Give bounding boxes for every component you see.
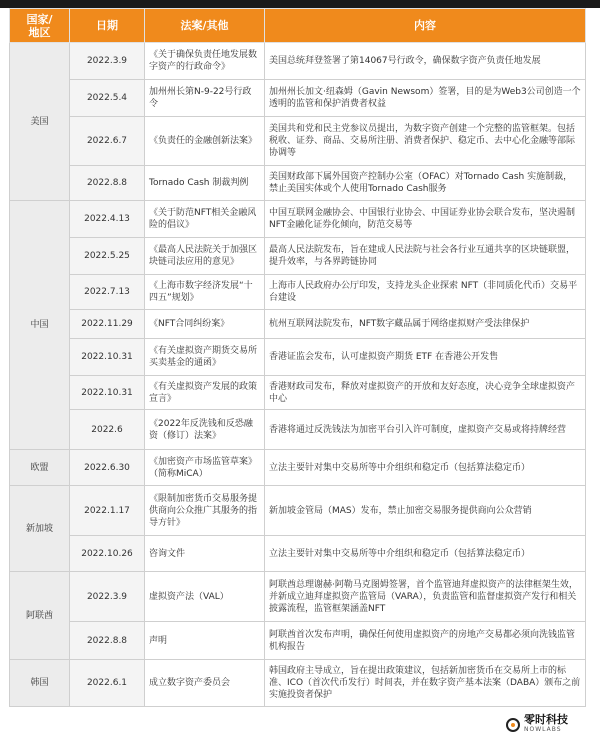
- table-row: [10, 660, 586, 707]
- table-row: [10, 275, 586, 310]
- law-cell: 声明: [145, 622, 265, 660]
- law-cell: 《加密资产市场监管草案》（简称MiCA）: [145, 450, 265, 486]
- table-row: [10, 339, 586, 376]
- content-cell: 中国互联网金融协会、中国银行业协会、中国证券业协会联合发布，坚决遏制NFT金融化证券化倾向，防范交易等: [265, 201, 586, 238]
- country-cell: 新加坡: [10, 486, 70, 572]
- law-cell: 《关于确保负责任地发展数字资产的行政命令》: [145, 43, 265, 80]
- header-date: 日期: [70, 9, 145, 43]
- date-cell: 2022.10.31: [70, 376, 145, 410]
- content-cell: 杭州互联网法院发布，NFT数字藏品属于网络虚拟财产受法律保护: [265, 310, 586, 339]
- country-cell: 美国: [10, 43, 70, 201]
- law-cell: 《有关虚拟资产期货交易所买卖基金的通函》: [145, 339, 265, 376]
- table-row: [10, 450, 586, 486]
- table-row: [10, 166, 586, 201]
- date-cell: 2022.6: [70, 410, 145, 450]
- table-row: [10, 201, 586, 238]
- content-cell: 新加坡金管局（MAS）发布，禁止加密交易服务提供商向公众营销: [265, 486, 586, 536]
- law-cell: 《NFT合同纠纷案》: [145, 310, 265, 339]
- table-row: [10, 410, 586, 450]
- country-cell: 欧盟: [10, 450, 70, 486]
- date-cell: 2022.6.1: [70, 660, 145, 707]
- date-cell: 2022.8.8: [70, 622, 145, 660]
- table-row: [10, 572, 586, 622]
- law-cell: 虚拟资产法（VAL）: [145, 572, 265, 622]
- table-row: [10, 238, 586, 275]
- table-row: [10, 80, 586, 117]
- content-cell: 最高人民法院发布，旨在建成人民法院与社会各行业互通共享的区块链联盟，提升效率，与各界跨链协同: [265, 238, 586, 275]
- regulation-table: [9, 8, 586, 707]
- law-cell: Tornado Cash 制裁判例: [145, 166, 265, 201]
- content-cell: 美国总统拜登签署了第14067号行政令，确保数字资产负责任地发展: [265, 43, 586, 80]
- law-cell: 《有关虚拟资产发展的政策宣言》: [145, 376, 265, 410]
- date-cell: 2022.5.25: [70, 238, 145, 275]
- content-cell: 香港将通过反洗钱法为加密平台引入许可制度，虚拟资产交易或将持牌经营: [265, 410, 586, 450]
- country-cell: 韩国: [10, 660, 70, 707]
- date-cell: 2022.10.26: [70, 536, 145, 572]
- date-cell: 2022.6.30: [70, 450, 145, 486]
- date-cell: 2022.6.7: [70, 117, 145, 166]
- law-cell: 《负责任的金融创新法案》: [145, 117, 265, 166]
- law-cell: 《最高人民法院关于加强区块链司法应用的意见》: [145, 238, 265, 275]
- content-cell: 香港财政司发布，释放对虚拟资产的开放和友好态度，决心竞争全球虚拟资产中心: [265, 376, 586, 410]
- content-cell: 美国财政部下属外国资产控制办公室（OFAC）对Tornado Cash 实施制裁，禁止美国实体或个人使用Tornado Cash服务: [265, 166, 586, 201]
- content-cell: 韩国政府主导成立，旨在提出政策建议，包括新加密货币在交易所上市的标准、ICO（首次代币发行）时间表，并在数字资产基本法案（DABA）颁布之前实施投资者保护: [265, 660, 586, 707]
- content-cell: 阿联酋总理谢赫·阿勒马克图姆签署，首个监管迪拜虚拟资产的法律框架生效，并新成立迪拜虚拟资产监管局（VARA），负责监管和监督虚拟资产发行和相关披露流程，监管框架涵盖NFT: [265, 572, 586, 622]
- law-cell: 《2022年反洗钱和反恐融资（修订）法案》: [145, 410, 265, 450]
- table-row: [10, 536, 586, 572]
- logo-mark-icon: [506, 718, 520, 732]
- date-cell: 2022.3.9: [70, 43, 145, 80]
- brand-logo: [506, 713, 568, 734]
- table-row: [10, 117, 586, 166]
- content-cell: 上海市人民政府办公厅印发，支持龙头企业探索 NFT（非同质化代币）交易平台建设: [265, 275, 586, 310]
- table-row: [10, 310, 586, 339]
- date-cell: 2022.11.29: [70, 310, 145, 339]
- date-cell: 2022.8.8: [70, 166, 145, 201]
- content-cell: 立法主要针对集中交易所等中介组织和稳定币（包括算法稳定币）: [265, 450, 586, 486]
- content-cell: 加州州长加文·纽森姆（Gavin Newsom）签署，目的是为Web3公司创造一个透明的监管和保护消费者权益: [265, 80, 586, 117]
- logo-subtext: NOWLABS: [524, 726, 562, 733]
- country-cell: 中国: [10, 201, 70, 450]
- date-cell: 2022.10.31: [70, 339, 145, 376]
- law-cell: 《限制加密货币交易服务提供商向公众推广其服务的指导方针》: [145, 486, 265, 536]
- law-cell: 咨询文件: [145, 536, 265, 572]
- date-cell: 2022.3.9: [70, 572, 145, 622]
- table-row: [10, 486, 586, 536]
- law-cell: 《关于防范NFT相关金融风险的倡议》: [145, 201, 265, 238]
- table-row: [10, 376, 586, 410]
- table-row: [10, 43, 586, 80]
- date-cell: 2022.1.17: [70, 486, 145, 536]
- law-cell: 加州州长第N-9-22号行政令: [145, 80, 265, 117]
- date-cell: 2022.4.13: [70, 201, 145, 238]
- logo-text: [524, 715, 568, 735]
- content-cell: 立法主要针对集中交易所等中介组织和稳定币（包括算法稳定币）: [265, 536, 586, 572]
- content-cell: 美国共和党和民主党参议员提出，为数字资产创建一个完整的监管框架。包括税收、证券、商品、交易所注册、消费者保护、稳定币、去中心化金融等部际协调等: [265, 117, 586, 166]
- law-cell: 成立数字资产委员会: [145, 660, 265, 707]
- table-header-row: [10, 9, 586, 43]
- country-cell: 阿联酋: [10, 572, 70, 660]
- date-cell: 2022.7.13: [70, 275, 145, 310]
- table-row: [10, 622, 586, 660]
- law-cell: 《上海市数字经济发展“十四五”规划》: [145, 275, 265, 310]
- date-cell: 2022.5.4: [70, 80, 145, 117]
- content-cell: 阿联酋首次发布声明，确保任何使用虚拟资产的房地产交易都必须向洗钱监管机构报告: [265, 622, 586, 660]
- header-content: 内容: [265, 9, 586, 43]
- content-cell: 香港证监会发布，认可虚拟资产期货 ETF 在香港公开发售: [265, 339, 586, 376]
- logo-name: 零时科技: [524, 713, 568, 726]
- header-country: 国家/ 地区: [10, 9, 70, 43]
- header-law: 法案/其他: [145, 9, 265, 43]
- top-bar: [0, 0, 600, 8]
